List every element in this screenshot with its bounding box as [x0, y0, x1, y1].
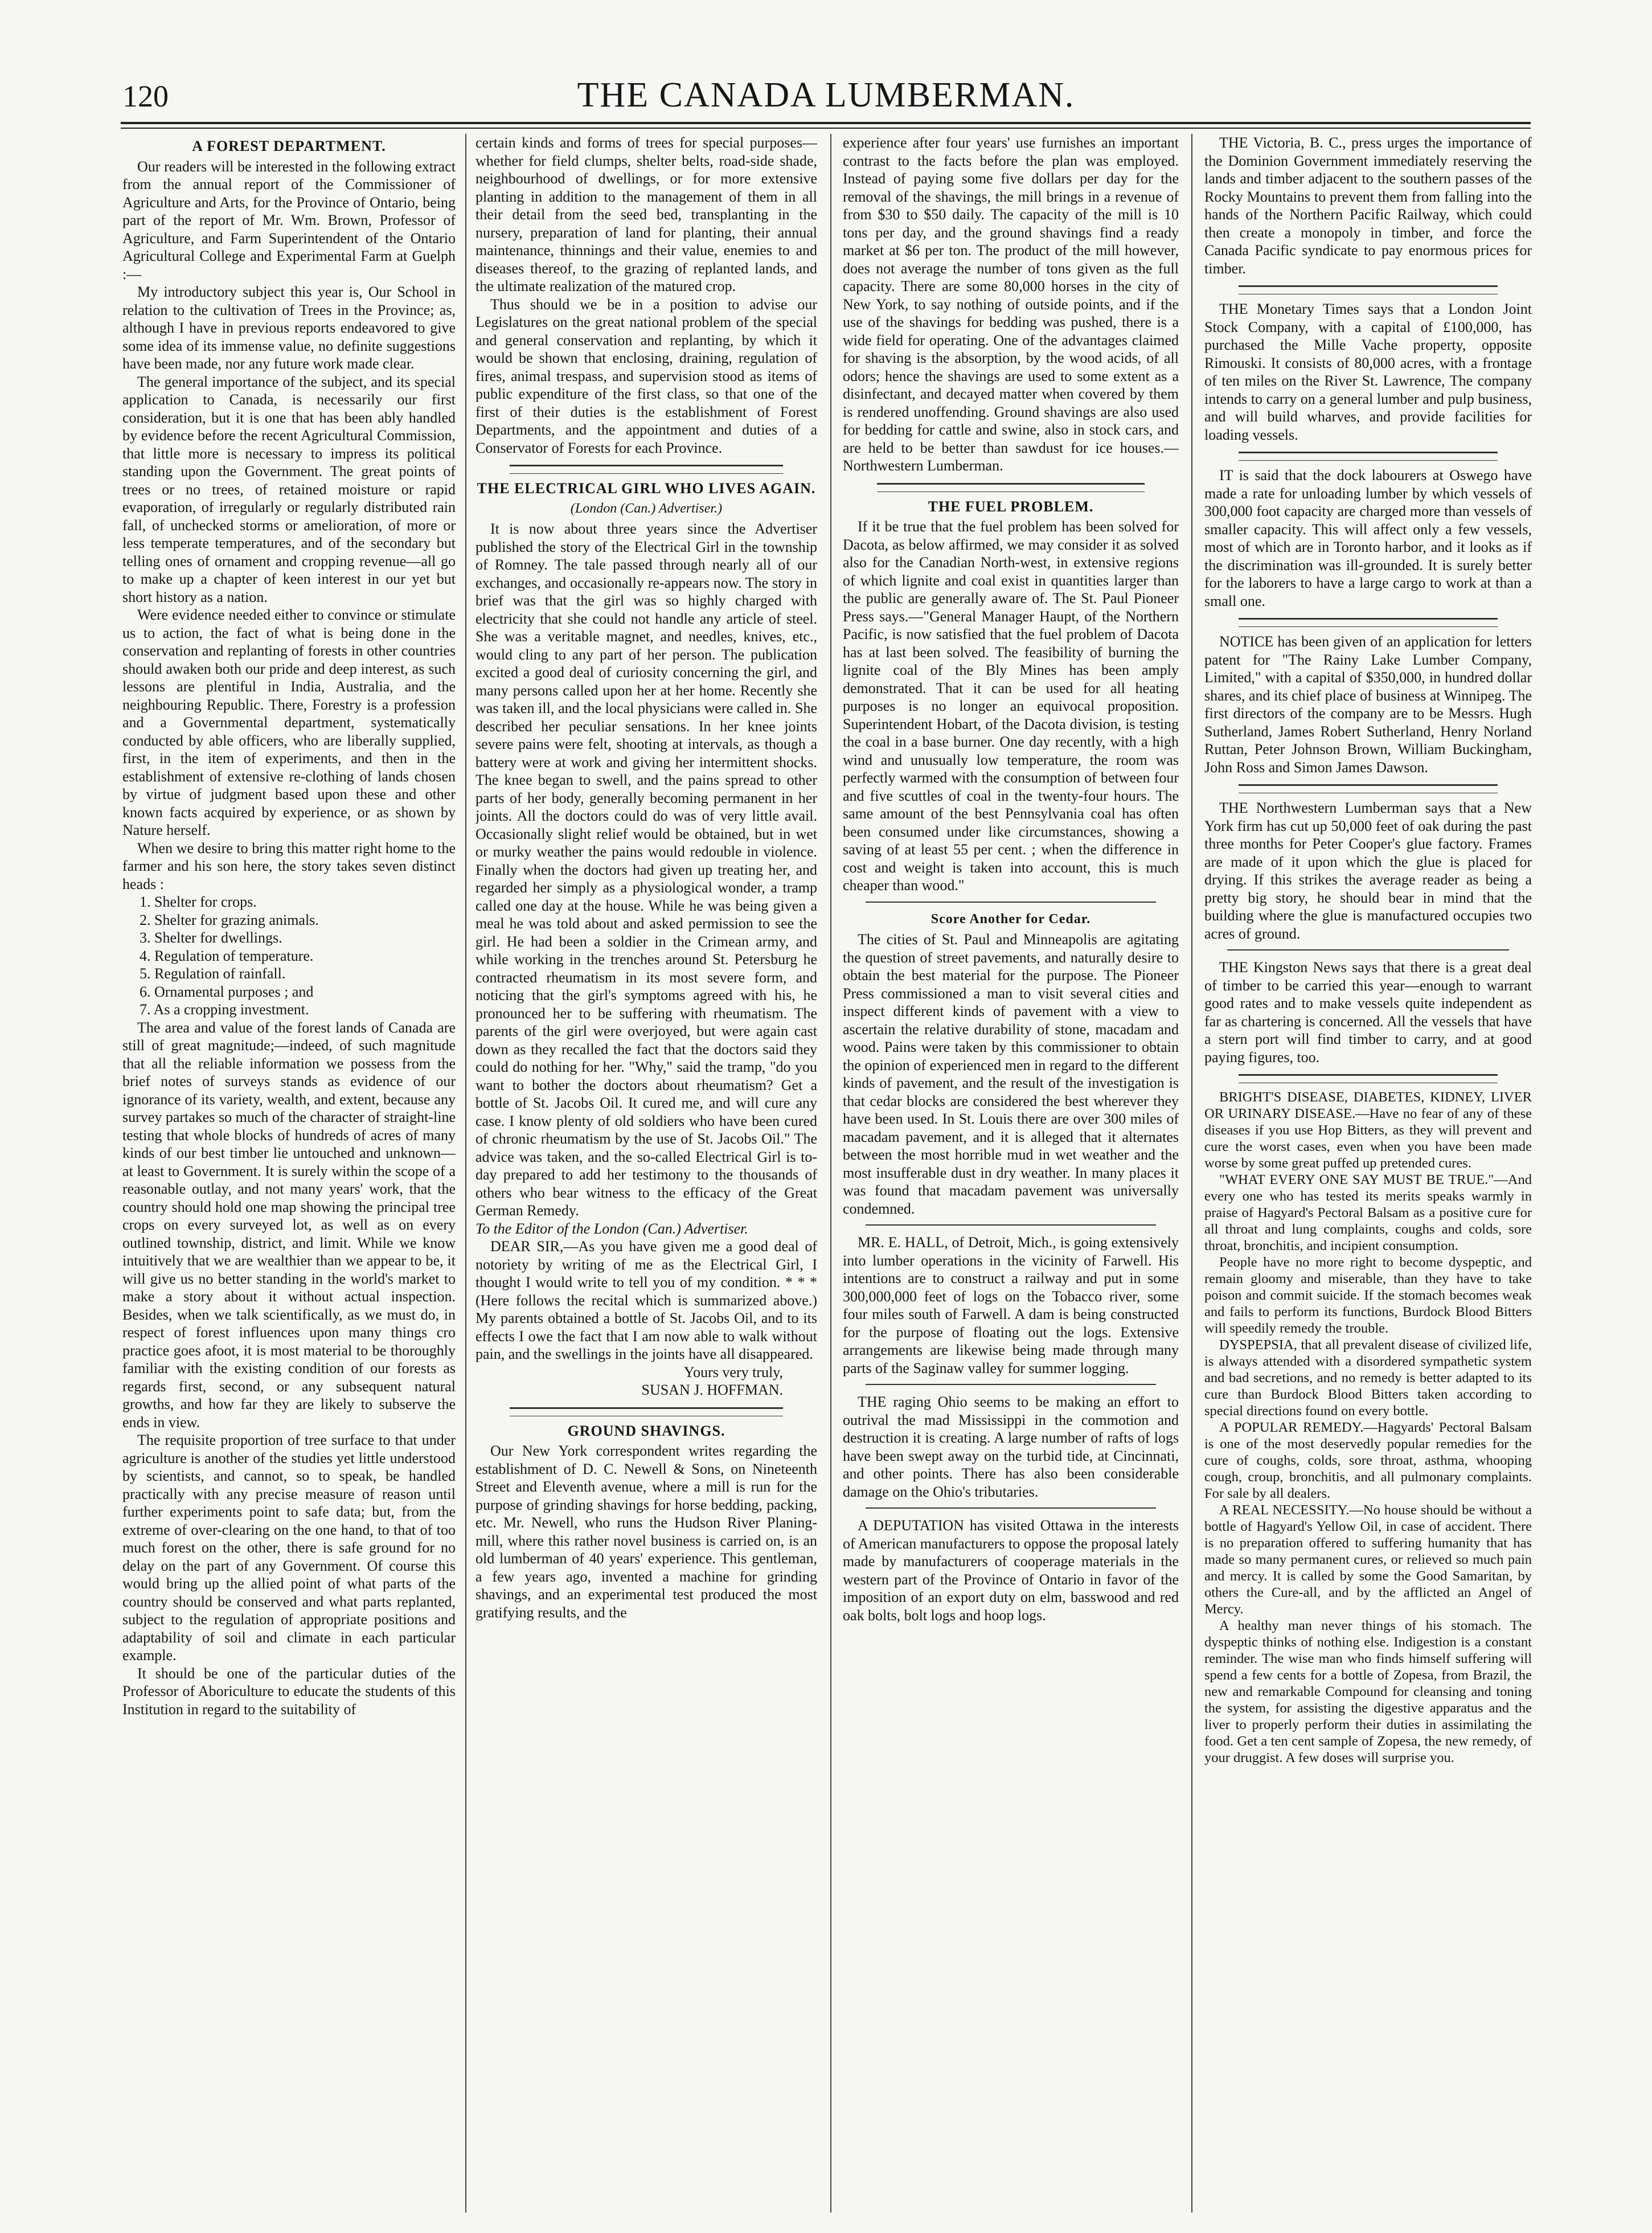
paragraph: MR. E. HALL, of Detroit, Mich., is going extensively into lumber operations in the vicinity of Farwell. His intentions are to construct a railway and put in some 300,000,000 feet of logs on the Tobacco river, some four miles south of Farwell. A dam is being constructed for the purpose of floating out the logs. Extensive arrangements are likewise being made through many parts of the Saginaw valley for summer logging.	[843, 1234, 1179, 1376]
paragraph: Were evidence needed either to convince or stimulate us to action, the fact of what is being done in the conservation and replanting of forests in other countries should awaken both our pride and deep interest, as such lessons are plentiful in India, Australia, and the neighbouring Republic. There, Forestry is a profession and a Governmental department, systematically conducted by able officers, who are liberally supplied, first, in the item of experiments, and then in the establishment of extensive re-clothing of lands chosen by virtue of judgment based upon these and other known facts acquired by experience, or as shown by Nature herself.	[122, 607, 456, 838]
article-heading: GROUND SHAVINGS.	[567, 1422, 725, 1439]
paragraph: The area and value of the forest lands of Canada are still of great magnitude;—indeed, of such magnitude that all the reliable information we possess from the brief notes of surveys stands as evidence of our ignorance of its variety, wealth, and extent, because any survey partakes so much of the character of straight-line testing that whole blocks of hundreds of acres of many kinds of our best timber lie untouched and unknown—at least to Government. It is surely within the scope of a reasonable outlay, and not many years' work, that the country should hold one map showing the principal tree crops on every surveyed lot, as well as on every outlined township, district, and limit. While we know intuitively that we are wealthier than we appear to be, it will give us no better standing in the world's market to make a story about it without actual inspection. Besides, when we talk scientifically, as we must do, in respect of forest influences upon many things cro practice goes afoot, it is most material to be thoroughly familiar with the existing condition of our forests as regards first, second, or any subsequent natural growths, and how far they are likely to subserve the ends in view.	[122, 1019, 456, 1431]
paragraph: Our New York correspondent writes regarding the establishment of D. C. Newell & Sons, on Nineteenth Street and Eleventh avenue, where a mill is run for the purpose of grinding shavings for horse bedding, packing, etc. Mr. Newell, who runs the Hudson River Planing-mill, where this rather novel business is carried on, is an old lumberman of 40 years' experience. This gentleman, a few years ago, invented a machine for grinding shavings, and an experimental test produced the most gratifying results, and the	[475, 1443, 817, 1621]
paragraph: If it be true that the fuel problem has been solved for Dacota, as below affirmed, we may consider it as solved also for the Canadian North-west, in extensive regions of which lignite and coal exist in quantities larger than the public are generally aware of. The St. Paul Pioneer Press says.—"General Manager Haupt, of the Northern Pacific, is now satisfied that the fuel problem of Dacota has at last been solved. The feasibility of burning the lignite coal of the Bly Mines has been amply demonstrated. That it can be used for all heating purposes is no longer an equivocal proposition. Superintendent Hobart, of the Dacota division, is testing the coal in a base burner. One day recently, with a high wind and unusually low temperature, the room was perfectly warmed with the consumption of between four and five scuttles of coal in the twenty-four hours. The same amount of the best Pennsylvania coal has often been consumed under like circumstances, showing a saving of at least 55 per cent. ; when the difference in cost and weight is taken into account, this is much cheaper than wood."	[843, 518, 1179, 894]
paragraph: The general importance of the subject, and its special application to Canada, is necessarily our first consideration, but it is one that has been ably handled by evidence before the recent Agricultural Commission, that little more is necessary to impress its political standing upon the Government. The great points of trees or no trees, of retained moisture or rapid evaporation, of irregularly or regularly distributed rain fall, of unchecked storms or amelioration, of more or less temperate temperatures, and of the secondary but telling ones of ornament and cropping revenue—all go to make up a chapter of keen interest in our yet but short history as a nation.	[122, 373, 456, 605]
paragraph: Thus should we be in a position to advise our Legislatures on the great national problem of the special and general conservation and replanting, by which it would be shown that enclosing, draining, regulation of fires, animal trespass, and supervision stood as items of public expenditure of the first class, so that one of the first of their duties is the establishment of Forest Departments, and the appointment and duties of a Conservator of Forests for each Province.	[475, 296, 817, 456]
advert-paragraph: People have no more right to become dyspeptic, and remain gloomy and miserable, than they have to take poison and commit suicide. If the stomach becomes weak and fails to perform its functions, Burdock Blood Bitters will speedily remedy the trouble.	[1204, 1255, 1532, 1336]
paragraph: THE Kingston News says that there is a great deal of timber to be carried this year—enough to warrant good rates and to make vessels quite independent as far as chartering is concerned. All the vessels that have a stern port will find timber to carry, and at good paying figures, too.	[1204, 959, 1532, 1066]
column-3	[843, 134, 1179, 2212]
list-item: 2. Shelter for grazing animals.	[140, 911, 319, 928]
column-divider	[830, 134, 831, 2212]
page-number: 120	[122, 79, 169, 113]
letter-signature: SUSAN J. HOFFMAN.	[641, 1382, 783, 1398]
paragraph: THE Northwestern Lumberman says that a New York firm has cut up 50,000 feet of oak during the past three months for Peter Cooper's glue factory. Frames are made of it upon which the glue is placed for drying. If this strikes the average reader as being a pretty big story, he should bear in mind that the building where the glue is manufactured occupies two acres of ground.	[1204, 800, 1532, 942]
paragraph: My introductory subject this year is, Our School in relation to the cultivation of Trees in the Province; as, although I have in previous reports endeavored to give some idea of its immense value, no definite suggestions have been made, nor any future work made clear.	[122, 284, 456, 372]
letter-closing: Yours very truly,	[683, 1363, 783, 1380]
section-divider	[510, 465, 783, 474]
paragraph: It should be one of the particular duties of the Professor of Aboriculture to educate the students of this Institution in regard to the suitability of	[122, 1665, 456, 1718]
masthead-title: THE CANADA LUMBERMAN.	[577, 76, 1075, 114]
advert-paragraph: A REAL NECESSITY.—No house should be without a bottle of Hagyard's Yellow Oil, in case of accident. There is no preparation offered to suffering humanity that has made so many permanent cures, or relieved so much pain and mercy. It is called by some the Good Samaritan, by others the Cure-all, and by the afflicted an Angel of Mercy.	[1204, 1502, 1532, 1617]
column-divider	[465, 134, 466, 2212]
section-divider	[1239, 452, 1498, 461]
heads-list	[122, 893, 456, 1019]
list-item: 5. Regulation of rainfall.	[140, 965, 286, 982]
advert-paragraph: BRIGHT'S DISEASE, DIABETES, KIDNEY, LIVER OR URINARY DISEASE.—Have no fear of any of these diseases if you use Hop Bitters, as they will prevent and cure the worst cases, even when you have been made worse by some great puffed up pretended cures.	[1204, 1089, 1532, 1171]
paragraph: When we desire to bring this matter right home to the farmer and his son here, the story takes seven distinct heads :	[122, 839, 456, 892]
section-divider	[1239, 784, 1498, 793]
advert-paragraph: DYSPEPSIA, that all prevalent disease of civilized life, is always attended with a disordered sympathetic system and bad secretions, and no remedy is better adapted to its cure than Burdock Blood Bitters taken according to special directions found on every bottle.	[1204, 1337, 1532, 1419]
section-divider	[510, 1407, 783, 1416]
list-item: 3. Shelter for dwellings.	[140, 929, 282, 946]
section-divider	[1239, 285, 1498, 294]
masthead-rule-thin	[121, 128, 1531, 129]
paragraph: A DEPUTATION has visited Ottawa in the interests of American manufacturers to oppose the proposal lately made by manufacturers of cooperage materials in the western part of the Province of Ontario in favor of the imposition of an export duty on elm, basswood and red oak bolts, bolt logs and hoop logs.	[843, 1517, 1179, 1624]
article-heading: THE ELECTRICAL GIRL WHO LIVES AGAIN.	[477, 480, 816, 497]
paragraph: The requisite proportion of tree surface to that under agriculture is another of the studies yet little understood by scientists, and cannot, so to speak, be handled practically with any precise measure of reason until further experiments point to safe data; but, from the extreme of over-clearing on the one hand, to that of too much forest on the other, there is safe ground for no delay on the part of any Government. Of course this would bring up the allied point of what parts of the country should be conserved and what parts replanted, subject to the regulation of appropriate positions and adaptability of soil and climate in each particular example.	[122, 1432, 456, 1664]
list-item: 4. Regulation of temperature.	[140, 947, 314, 964]
section-divider	[866, 1507, 1156, 1512]
masthead-rule	[121, 122, 1531, 124]
paragraph: THE Victoria, B. C., press urges the importance of the Dominion Government immediately reserving the lands and timber adjacent to the southern passes of the Rocky Mountains to prevent them from falling into the hands of the Northern Pacific Railway, which could then create a monopoly in timber, and force the Canada Pacific syndicate to pay enormous prices for timber.	[1204, 134, 1532, 277]
list-item: 1. Shelter for crops.	[140, 894, 257, 910]
section-divider	[866, 902, 1156, 906]
column-1	[122, 134, 456, 2212]
section-divider	[877, 483, 1145, 492]
article-heading: Score Another for Cedar.	[930, 911, 1091, 927]
paragraph: Our readers will be interested in the following extract from the annual report of the Commissioner of Agriculture and Arts, for the Province of Ontario, being part of the report of Mr. Wm. Brown, Professor of Agriculture, and Farm Superintendent of the Ontario Agricultural College and Experimental Farm at Guelph :—	[122, 158, 456, 282]
paragraph: DEAR SIR,—As you have given me a good deal of notoriety by writing of me as the Electrical Girl, I thought I would write to tell you of my condition. * * * (Here follows the recital which is summarized above.) My parents obtained a bottle of St. Jacobs Oil, and to its effects I owe the fact that I am now able to walk without pain, and the swellings in the joints have all disappeared.	[475, 1238, 817, 1362]
section-divider	[1239, 1074, 1498, 1083]
paragraph: certain kinds and forms of trees for special purposes—whether for field clumps, shelter belts, road-side shade, neighbourhood of dwellings, or for more extensive planting in addition to the management of them in all their detail from the seed bed, transplanting in the nursery, preparation of land for planting, their annual maintenance, thinnings and their value, enemies to and diseases thereof, to the grazing of replanted lands, and the ultimate realization of the matured crop.	[475, 134, 817, 294]
list-item: 7. As a cropping investment.	[140, 1001, 309, 1018]
section-divider	[1239, 618, 1498, 627]
letter-salutation-note: To the Editor of the London (Can.) Advertiser.	[475, 1220, 748, 1237]
section-divider	[866, 1384, 1156, 1388]
column-divider	[1191, 134, 1192, 2212]
paragraph: NOTICE has been given of an application for letters patent for "The Rainy Lake Lumber Company, Limited," with a capital of $350,000, in hundred dollar shares, and its chief place of business at Winnipeg. The first directors of the company are to be Messrs. Hugh Sutherland, James Robert Sutherland, Henry Norland Ruttan, Peter Johnson Brown, William Buckingham, John Ross and Simon James Dawson.	[1204, 633, 1532, 776]
article-heading: THE FUEL PROBLEM.	[928, 498, 1094, 515]
advert-paragraph: "WHAT EVERY ONE SAY MUST BE TRUE."—And every one who has tested its merits speaks warmly in praise of Hagyard's Pectoral Balsam as a positive cure for all throat and lung complaints, coughs and colds, sore throat, bronchitis, and incipient consumption.	[1204, 1172, 1532, 1253]
list-item: 6. Ornamental purposes ; and	[140, 983, 314, 1000]
paragraph: THE Monetary Times says that a London Joint Stock Company, with a capital of £100,000, has purchased the Mille Vache property, opposite Rimouski. It consists of 80,000 acres, with a frontage of ten miles on the River St. Lawrence, The company intends to carry on a general lumber and pulp business, and will build wharves, and provide facilities for loading vessels.	[1204, 301, 1532, 443]
paragraph: experience after four years' use furnishes an important contrast to the facts before the plan was employed. Instead of paying some five dollars per day for the removal of the shavings, the mill brings in a revenue of from $30 to $50 daily. The capacity of the mill is 10 tons per day, and the ground shavings find a ready market at $6 per ton. The product of the mill however, does not average the number of tons given as the full capacity. There are some 80,000 horses in the city of New York, to say nothing of outside points, and if the use of the shavings for bedding was pushed, there is a wide field for operating. One of the advantages claimed for shaving is the absorption, by the wood acids, of all odors; hence the shavings are used to some extent as a disinfectant, and decayed matter when covered by them is rendered unoffending. Ground shavings are also used for bedding for cattle and swine, also in stock cars, and are held to be better than sawdust for ice houses.—Northwestern Lumberman.	[843, 134, 1179, 474]
paragraph: THE raging Ohio seems to be making an effort to outrival the mad Mississippi in the commotion and destruction it is creating. A large number of rafts of logs have been swept away on the turbid tide, at Cincinnati, and other points. There has also been considerable damage on the Ohio's tributaries.	[843, 1394, 1179, 1500]
column-4	[1204, 134, 1532, 2212]
advert-paragraph: A POPULAR REMEDY.—Hagyards' Pectoral Balsam is one of the most deservedly popular remedies for the cure of coughs, colds, sore throat, asthma, whooping cough, croup, bronchitis, and all pulmonary complaints. For sale by all dealers.	[1204, 1420, 1532, 1501]
section-divider	[866, 1224, 1156, 1229]
paragraph: IT is said that the dock labourers at Oswego have made a rate for unloading lumber by which vessels of 300,000 foot capacity are charged more than vessels of smaller capacity. This will affect only a few vessels, most of which are in Toronto harbor, and it looks as if the discrimination was ill-grounded. It is surely better for the laborers to have a large cargo to work at than a small one.	[1204, 467, 1532, 609]
article-heading: A FOREST DEPARTMENT.	[192, 138, 386, 154]
paragraph: The cities of St. Paul and Minneapolis are agitating the question of street pavements, and naturally desire to obtain the best material for the purpose. The Pioneer Press commissioned a man to visit several cities and inspect different kinds of pavement with a view to ascertain the relative durability of stone, macadam and wood. Pains were taken by this commissioner to obtain the opinion of experienced men in regard to the different kinds of pavement, and the result of the investigation is that cedar blocks are considered the best wherever they have been used. In St. Louis there are over 300 miles of macadam pavement, and it is alleged that it alternates between the most horrible mud in wet weather and the most insufferable dust in dry weather. In many places it was found that macadam pavement was universally condemned.	[843, 931, 1179, 1217]
article-source: (London (Can.) Advertiser.)	[570, 501, 723, 516]
column-2	[475, 134, 817, 2212]
paragraph: It is now about three years since the Advertiser published the story of the Electrical Girl in the township of Romney. The tale passed through nearly all of our exchanges, and occasionally re-appears now. The story in brief was that the girl was so highly charged with electricity that she could not handle any article of steel. She was a veritable magnet, and needles, knives, etc., would cling to any part of her person. The publication excited a good deal of curiosity concerning the girl, and many persons called upon her at her home. Recently she was taken ill, and the local physicians were called in. She described her peculiar sensations. In her knee joints severe pains were felt, shooting at intervals, as though a battery were at work and giving her intermittent shocks. The knee began to swell, and the pains spread to other parts of her body, generally becoming permanent in her joints. All the doctors could do was of very little avail. Occasionally slight relief would be obtained, but in wet or murky weather the pains would redouble in violence. Finally when the doctors had given up treating her, and regarded her simply as a physiological wonder, a tramp called one day at the house. While he was being given a meal he was told about and asked permission to see the girl. He had been a soldier in the Crimean army, and while working in the trenches around St. Petersburg he contracted rheumatism in its most severe form, and noticing that the girl's symptoms agreed with his, he pronounced her to be suffering with rheumatism. The parents of the girl were overjoyed, but were again cast down as they recalled the fact that the doctors said they could do nothing for her. "Why," said the tramp, "do you want to bother the doctors about rheumatism? Get a bottle of St. Jacobs Oil. It cured me, and will cure any case. I know plenty of old soldiers who have been cured of chronic rheumatism by the use of St. Jacobs Oil." The advice was taken, and the so-called Electrical Girl is to-day prepared to add her testimony to the thousands of others who bear witness to the efficacy of the Great German Remedy.	[475, 521, 817, 1219]
section-divider	[1227, 949, 1509, 954]
advert-paragraph: A healthy man never things of his stomach. The dyspeptic thinks of nothing else. Indigestion is a constant reminder. The wise man who finds himself suffering will spend a few cents for a bottle of Zopesa, from Brazil, the new and remarkable Compound for cleansing and toning the system, for assisting the digestive apparatus and the liver to properly perform their duties in assimilating the food. Get a ten cent sample of Zopesa, the new remedy, of your druggist. A few doses will surprise you.	[1204, 1618, 1532, 1765]
